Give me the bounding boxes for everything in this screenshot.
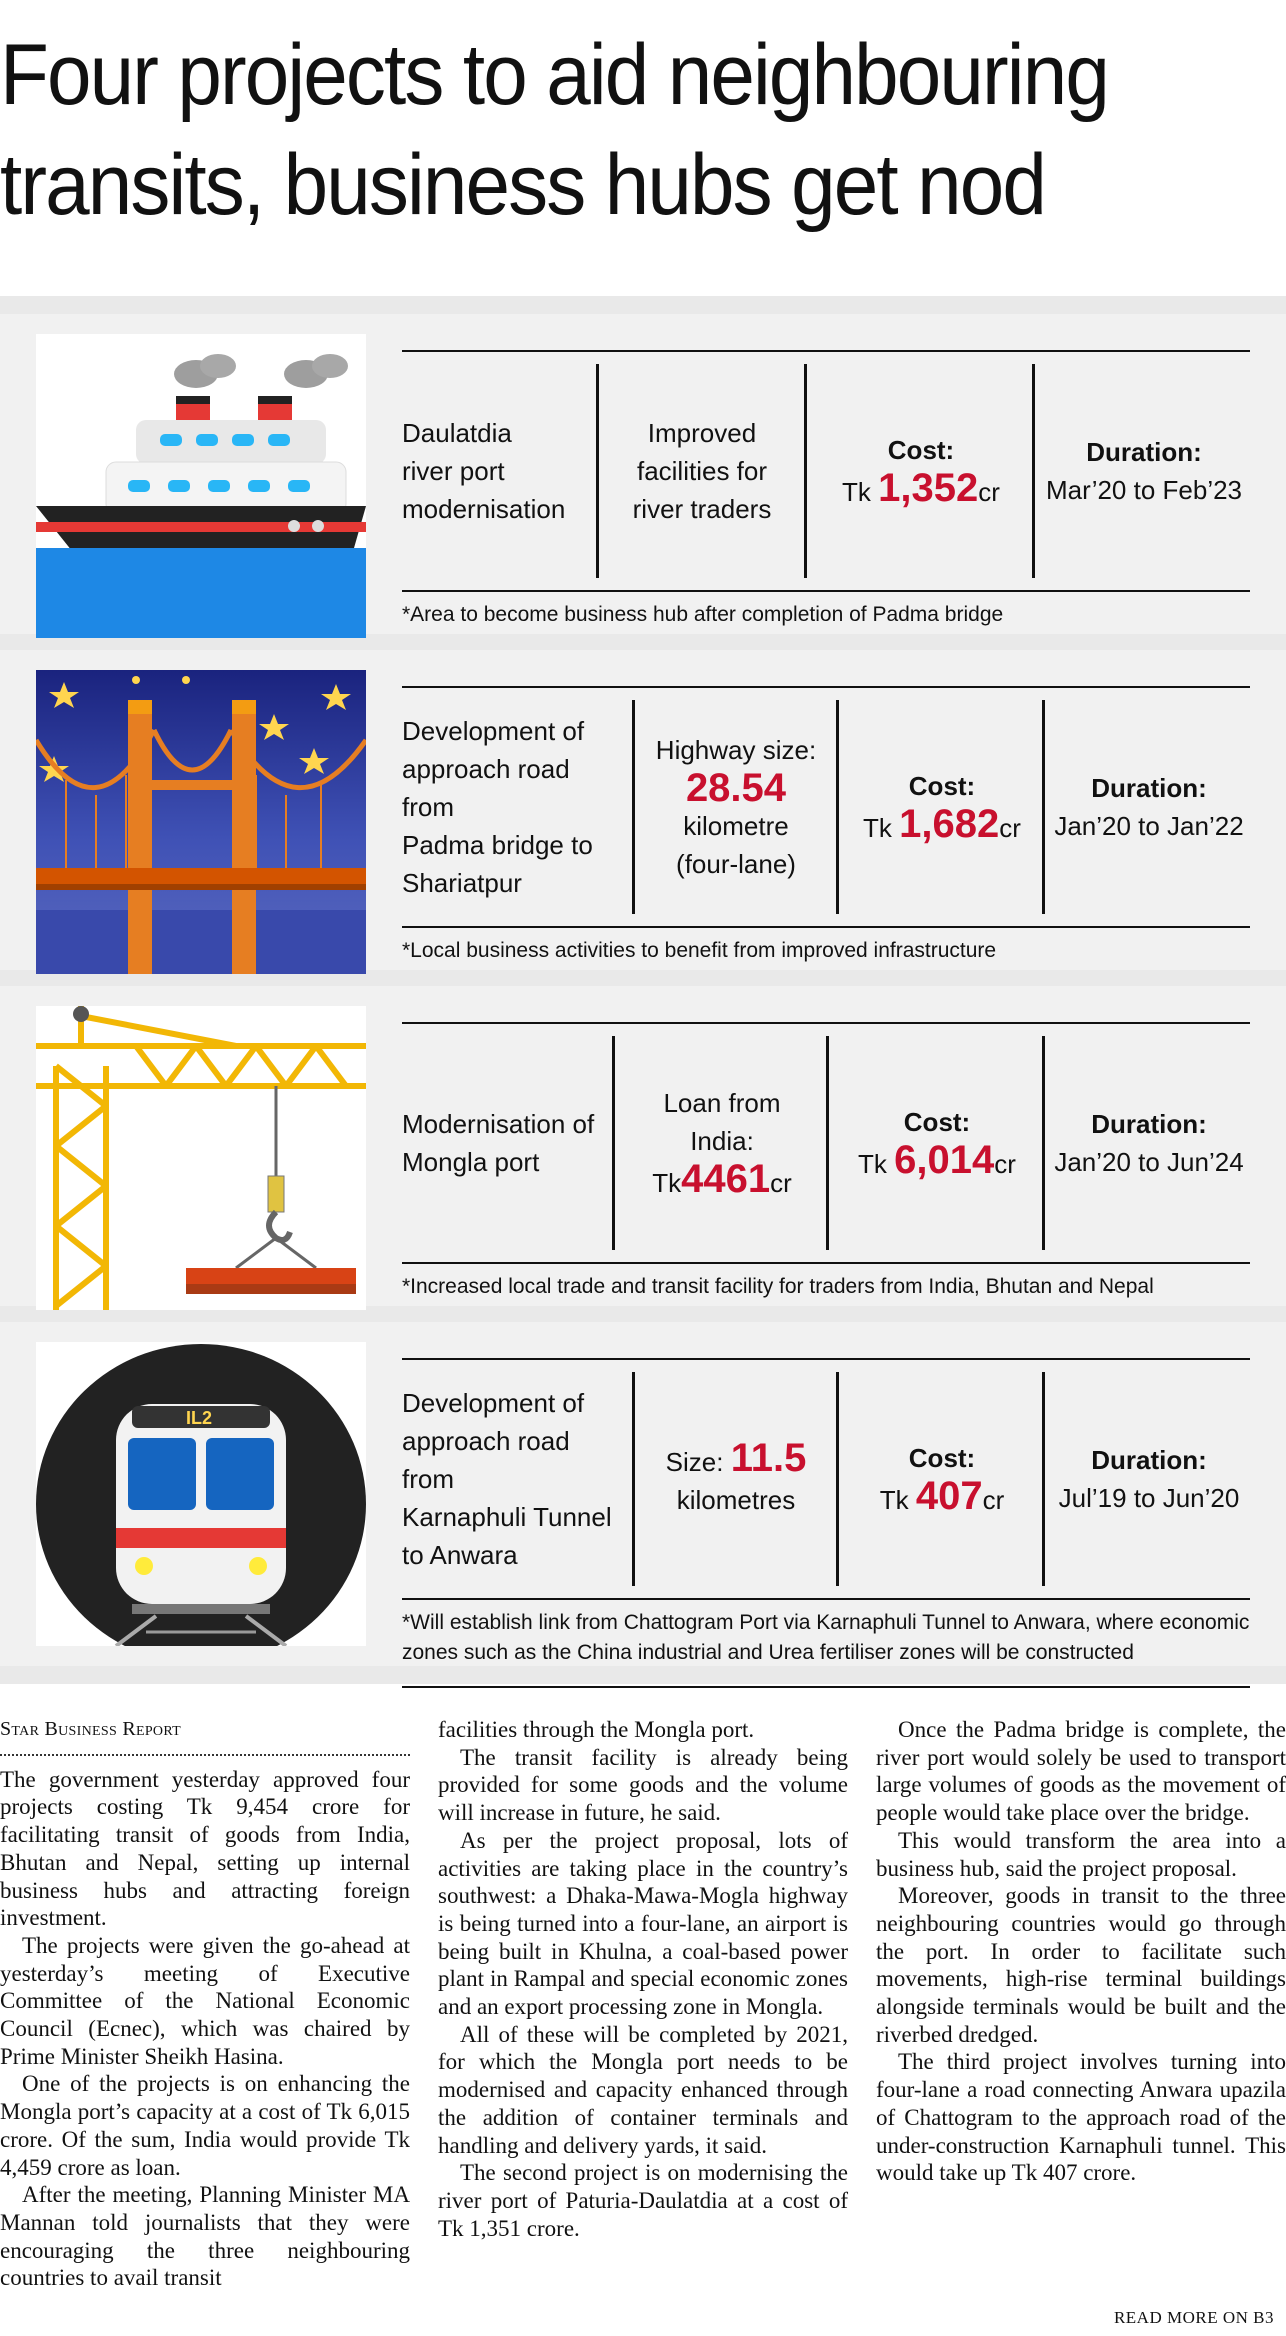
- project-name-text: Daulatdia river port modernisation: [402, 418, 566, 524]
- divider: [402, 1262, 1250, 1264]
- project-panel: [402, 350, 1250, 656]
- divider: [826, 1036, 829, 1250]
- detail-value: 28.54: [685, 766, 787, 810]
- cost-label: Cost:: [908, 771, 976, 801]
- paragraph: The third project involves turning into four-lane a road connecting Anwara upazila of Chattogram to the approach road of the under-construction Karnaphuli tunnel. This would take up Tk 407 crore.: [876, 2049, 1286, 2186]
- duration-label: Duration:: [1086, 437, 1202, 467]
- project-name: [402, 1372, 627, 1586]
- project-detail: [618, 1036, 826, 1250]
- bridge-icon: [36, 670, 366, 974]
- byline: Star Business Report: [0, 1718, 181, 1740]
- paragraph: The transit facility is already being provided for some goods and the volume will increase in future, he said.: [438, 1744, 848, 1826]
- detail-unit: kilometre (four-lane): [676, 811, 796, 879]
- cost-suffix: cr: [999, 813, 1021, 843]
- divider: [836, 1372, 839, 1586]
- project-detail-text: Improved facilities for river traders: [632, 418, 772, 524]
- paragraph: As per the project proposal, lots of activities are taking place in the country’s southwest: a Dhaka-Mawa-Mogla highway is being turned into a four-lane, an airport is being built in Khulna, a coal-based power plant in Rampal and special economic zones and an export processing zone in Mongla.: [438, 1827, 848, 2020]
- paragraph: Moreover, goods in transit to the three neighbouring countries would go through the port. In order to facilitate such movements, high-rise terminal buildings alongside terminals would be built and the riverbed dredged.: [876, 1883, 1286, 2047]
- cost-value: 407: [915, 1474, 983, 1518]
- duration-value: Jan’20 to Jan’22: [1054, 811, 1244, 841]
- detail-prefix: Size:: [665, 1447, 731, 1477]
- cost-label: Cost:: [887, 435, 955, 465]
- project-detail: [602, 364, 802, 578]
- cost-suffix: cr: [982, 1485, 1005, 1515]
- crane-icon: [36, 1006, 366, 1310]
- detail-label: Highway size:: [655, 735, 817, 765]
- cost-prefix: Tk: [879, 1485, 916, 1515]
- project-row-3: [0, 986, 1286, 1306]
- project-name-text: Modernisation of Mongla port: [402, 1109, 595, 1177]
- divider: [402, 590, 1250, 592]
- train-icon: [36, 1342, 366, 1646]
- detail-label: Loan from India:: [663, 1088, 781, 1156]
- project-name: [402, 700, 627, 914]
- duration-value: Jul’19 to Jun’20: [1058, 1483, 1240, 1513]
- detail-value: 11.5: [730, 1436, 807, 1480]
- divider: [402, 926, 1250, 928]
- paragraph: The second project is on modernising the river port of Paturia-Daulatdia at a cost of Tk 1,351 crore.: [438, 2160, 848, 2241]
- project-row-4: [0, 1322, 1286, 1666]
- article-column-1: [0, 1716, 410, 2292]
- project-name: [402, 1036, 607, 1250]
- project-row-2: [0, 650, 1286, 970]
- project-cost: [842, 1372, 1042, 1586]
- projects-infographic: [0, 296, 1286, 1684]
- duration-label: Duration:: [1091, 773, 1207, 803]
- project-note: *Increased local trade and transit facility for traders from India, Bhutan and Nepal: [402, 1275, 1154, 1298]
- read-more-link[interactable]: READ MORE ON B3: [1113, 2308, 1274, 2327]
- article-body: [0, 1716, 1286, 2336]
- divider: [402, 1598, 1250, 1600]
- article-column-3: [876, 1716, 1286, 2187]
- cost-prefix: Tk: [842, 477, 879, 507]
- project-cost: [810, 364, 1032, 578]
- project-cost: [842, 700, 1042, 914]
- cost-value: 6,014: [894, 1138, 995, 1182]
- duration-value: Jan’20 to Jun’24: [1054, 1147, 1244, 1177]
- divider: [632, 1372, 635, 1586]
- duration-label: Duration:: [1091, 1445, 1207, 1475]
- article-column-2: [438, 1716, 848, 2242]
- cost-value: 1,682: [899, 802, 1000, 846]
- project-duration: [1048, 700, 1250, 914]
- divider: [632, 700, 635, 914]
- project-cost: [832, 1036, 1042, 1250]
- detail-prefix: Tk: [652, 1168, 682, 1198]
- paragraph: After the meeting, Planning Minister MA Mannan told journalists that they were encouraging the three neighbouring countries to avail transit: [0, 2182, 410, 2291]
- divider: [1042, 1036, 1045, 1250]
- duration-value: Mar’20 to Feb’23: [1045, 475, 1243, 505]
- project-panel: [402, 1358, 1250, 1688]
- project-name-text: Development of approach road from Padma bridge to Shariatpur: [402, 716, 593, 898]
- cost-prefix: Tk: [863, 813, 900, 843]
- divider: [596, 364, 599, 578]
- project-duration: [1048, 1372, 1250, 1586]
- divider: [612, 1036, 615, 1250]
- cost-value: 1,352: [878, 466, 979, 510]
- headline: Four projects to aid neighbouring transits, business hubs get nod: [0, 27, 1108, 233]
- divider: [1042, 700, 1045, 914]
- train-label: IL2: [186, 1408, 213, 1428]
- cost-label: Cost:: [903, 1107, 971, 1137]
- byline-divider: [0, 1744, 410, 1756]
- divider: [1032, 364, 1035, 578]
- paragraph: The projects were given the go-ahead at yesterday’s meeting of Executive Committee of the National Economic Council (Ecnec), which was chaired by Prime Minister Sheikh Hasina.: [0, 1932, 410, 2069]
- cost-prefix: Tk: [858, 1149, 895, 1179]
- detail-unit: kilometres: [676, 1485, 796, 1515]
- detail-suffix: cr: [770, 1168, 792, 1198]
- project-note: *Area to become business hub after completion of Padma bridge: [402, 603, 1004, 626]
- project-panel: [402, 686, 1250, 992]
- paragraph: The government yesterday approved four projects costing Tk 9,454 crore for facilitating transit of goods from India, Bhutan and Nepal, setting up internal business hubs and attracting foreign investment.: [0, 1766, 410, 1931]
- project-duration: [1038, 364, 1250, 578]
- detail-value: 4461: [681, 1157, 771, 1201]
- project-note: *Will establish link from Chattogram Port via Karnaphuli Tunnel to Anwara, where economic zones such as the China industrial and Urea fertiliser zones will be constructed: [402, 1611, 1250, 1664]
- project-name: [402, 364, 592, 578]
- paragraph: Once the Padma bridge is complete, the river port would solely be used to transport large volumes of goods as the movement of people would take place over the bridge.: [876, 1717, 1286, 1826]
- divider: [804, 364, 807, 578]
- cost-suffix: cr: [994, 1149, 1016, 1179]
- project-row-1: [0, 314, 1286, 634]
- paragraph: facilities through the Mongla port.: [438, 1717, 755, 1742]
- project-detail: [638, 1372, 834, 1586]
- divider: [836, 700, 839, 914]
- cost-suffix: cr: [978, 477, 1000, 507]
- paragraph: This would transform the area into a business hub, said the project proposal.: [876, 1827, 1286, 1881]
- paragraph: One of the projects is on enhancing the Mongla port’s capacity at a cost of Tk 6,015 crore. Of the sum, India would provide Tk 4,459 crore as loan.: [0, 2071, 410, 2180]
- divider: [1042, 1372, 1045, 1586]
- ship-icon: [36, 334, 366, 638]
- project-name-text: Development of approach road from Karnaphuli Tunnel to Anwara: [402, 1388, 612, 1570]
- paragraph: All of these will be completed by 2021, for which the Mongla port needs to be modernised and capacity enhanced through the addition of container terminals and handling and delivery yards, it said.: [438, 2021, 848, 2158]
- project-note: *Local business activities to benefit from improved infrastructure: [402, 939, 997, 962]
- cost-label: Cost:: [908, 1443, 976, 1473]
- duration-label: Duration:: [1091, 1109, 1207, 1139]
- project-duration: [1048, 1036, 1250, 1250]
- project-panel: [402, 1022, 1250, 1328]
- project-detail: [638, 700, 834, 914]
